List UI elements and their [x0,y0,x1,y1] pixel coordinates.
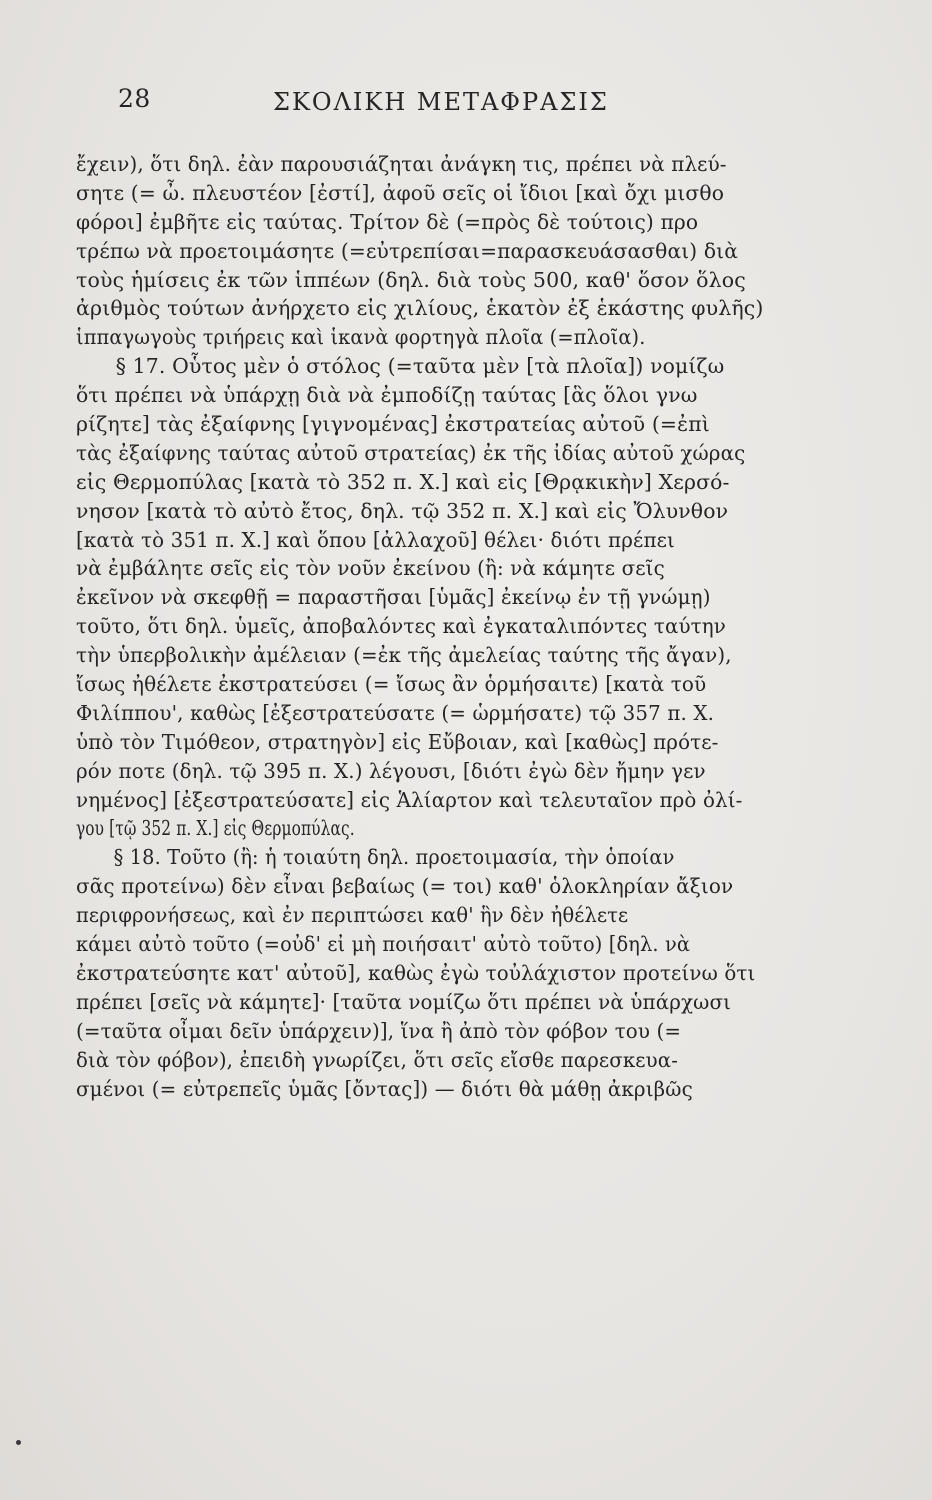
text-line: σᾶς προτείνω) δὲν εἶναι βεβαίως (= τοι) καθ' ὁλοκληρίαν ἄξιον [76,874,734,899]
text-line: κάμει αὐτὸ τοῦτο (=οὐδ' εἰ μὴ ποιήσαιτ' αὐτὸ τοῦτο) [δηλ. νὰ [76,932,691,957]
ink-speck [16,1440,21,1445]
page-number: 28 [118,84,151,113]
body-text [76,150,836,1103]
text-line: ρίζητε] τὰς ἐξαίφνης [γιγνομένας] ἐκστρατείας αὐτοῦ (=ἐπὶ [76,412,710,437]
text-line: ἐκεῖνον νὰ σκεφθῇ = παραστῆσαι [ὑμᾶς] ἐκείνῳ ἐν τῇ γνώμῃ) [76,585,711,610]
text-line: τὰς ἐξαίφνης ταύτας αὐτοῦ στρατείας) ἐκ τῆς ἰδίας αὐτοῦ χώρας [76,440,746,465]
text-line: ὑπὸ τὸν Τιμόθεον, στρατηγὸν] εἰς Εὔβοιαν, καὶ [καθὼς] πρότε- [76,729,719,754]
text-line: ἔχειν), ὅτι δηλ. ἐὰν παρουσιάζηται ἀνάγκη τις, πρέπει νὰ πλεύ- [76,152,727,176]
text-line: ἴσως ἠθέλετε ἐκστρατεύσει (= ἴσως ἂν ὁρμήσαιτε) [κατὰ τοῦ [76,672,707,697]
text-line: διὰ τὸν φόβον), ἐπειδὴ γνωρίζει, ὅτι σεῖς εἴσθε παρεσκευα- [76,1047,679,1072]
text-line: σητε (= ὦ. πλευστέον [ἐστί], ἀφοῦ σεῖς οἱ ἴδιοι [καὶ ὄχι μισθο [76,180,725,205]
text-line: [κατὰ τὸ 351 π. Χ.] καὶ ὅπου [ἀλλαχοῦ] θέλει· διότι πρέπει [76,527,675,552]
text-line: φόροι] ἐμβῆτε εἰς ταύτας. Τρίτον δὲ (=πρὸς δὲ τούτοις) προ [76,209,699,234]
text-line: νησον [κατὰ τὸ αὐτὸ ἔτος, δηλ. τῷ 352 π. Χ.] καὶ εἰς Ὄλυνθον [76,498,729,523]
text-line: (=ταῦτα οἶμαι δεῖν ὑπάρχειν)], ἵνα ἢ ἀπὸ τὸν φόβον του (= [76,1018,682,1043]
text-line: τοὺς ἡμίσεις ἐκ τῶν ἱππέων (δηλ. διὰ τοὺς 500, καθ' ὅσον ὅλος [76,267,746,292]
text-line: ρόν ποτε (δηλ. τῷ 395 π. Χ.) λέγουσι, [διότι ἐγὼ δὲν ἤμην γεν [76,758,706,783]
text-line: γου [τῷ 352 π. Χ.] εἰς Θερμοπύλας. [76,816,355,841]
text-line: τοῦτο, ὅτι δηλ. ὑμεῖς, ἀποβαλόντες καὶ ἐγκαταλιπόντες ταύτην [76,614,727,639]
running-title: ΣΚΟΛΙΚΗ ΜΕΤΑΦΡΑΣΙΣ [273,88,609,116]
page-header [118,84,818,124]
text-line: ἱππαγωγοὺς τριήρεις καὶ ἱκανὰ φορτηγὰ πλοῖα (=πλοῖα). [76,325,646,350]
text-line: § 17. Οὗτος μὲν ὁ στόλος (=ταῦτα μὲν [τὰ πλοῖα]) νομίζω [115,354,725,379]
text-line: ὅτι πρέπει νὰ ὑπάρχῃ διὰ νὰ ἐμποδίζῃ ταύτας [ἃς ὅλοι γνω [76,383,698,408]
text-line: νημένος] [ἐξεστρατεύσατε] εἰς Ἁλίαρτον καὶ τελευταῖον πρὸ ὀλί- [76,787,743,812]
text-line: περιφρονήσεως, καὶ ἐν περιπτώσει καθ' ἣν δὲν ἠθέλετε [76,903,629,928]
text-line: ἐκστρατεύσητε κατ' αὐτοῦ], καθὼς ἐγὼ τοὐλάχιστον προτείνω ὅτι [76,960,756,985]
text-line: § 18. Τοῦτο (ἢ: ἡ τοιαύτη δηλ. προετοιμασία, τὴν ὁποίαν [113,845,675,870]
text-line: ἀριθμὸς τούτων ἀνήρχετο εἰς χιλίους, ἑκατὸν ἐξ ἑκάστης φυλῆς) [76,296,764,321]
text-line: Φιλίππου', καθὼς [ἐξεστρατεύσατε (= ὡρμήσατε) τῷ 357 π. Χ. [76,700,715,725]
text-line: εἰς Θερμοπύλας [κατὰ τὸ 352 π. Χ.] καὶ εἰς [Θρᾳκικὴν] Χερσό- [76,469,730,494]
text-line: σμένοι (= εὐτρεπεῖς ὑμᾶς [ὄντας]) — διότι θὰ μάθῃ ἀκριβῶς [76,1076,693,1101]
text-line: πρέπει [σεῖς νὰ κάμητε]· [ταῦτα νομίζω ὅτι πρέπει νὰ ὑπάρχωσι [76,989,732,1014]
text-line: τὴν ὑπερβολικὴν ἀμέλειαν (=ἐκ τῆς ἀμελείας ταύτης τῆς ἄγαν), [76,643,732,668]
text-line: τρέπω νὰ προετοιμάσητε (=εὐτρεπίσαι=παρασκευάσασθαι) διὰ [76,238,739,263]
text-line: νὰ ἐμβάλητε σεῖς εἰς τὸν νοῦν ἐκείνου (ἢ: νὰ κάμητε σεῖς [76,556,665,581]
